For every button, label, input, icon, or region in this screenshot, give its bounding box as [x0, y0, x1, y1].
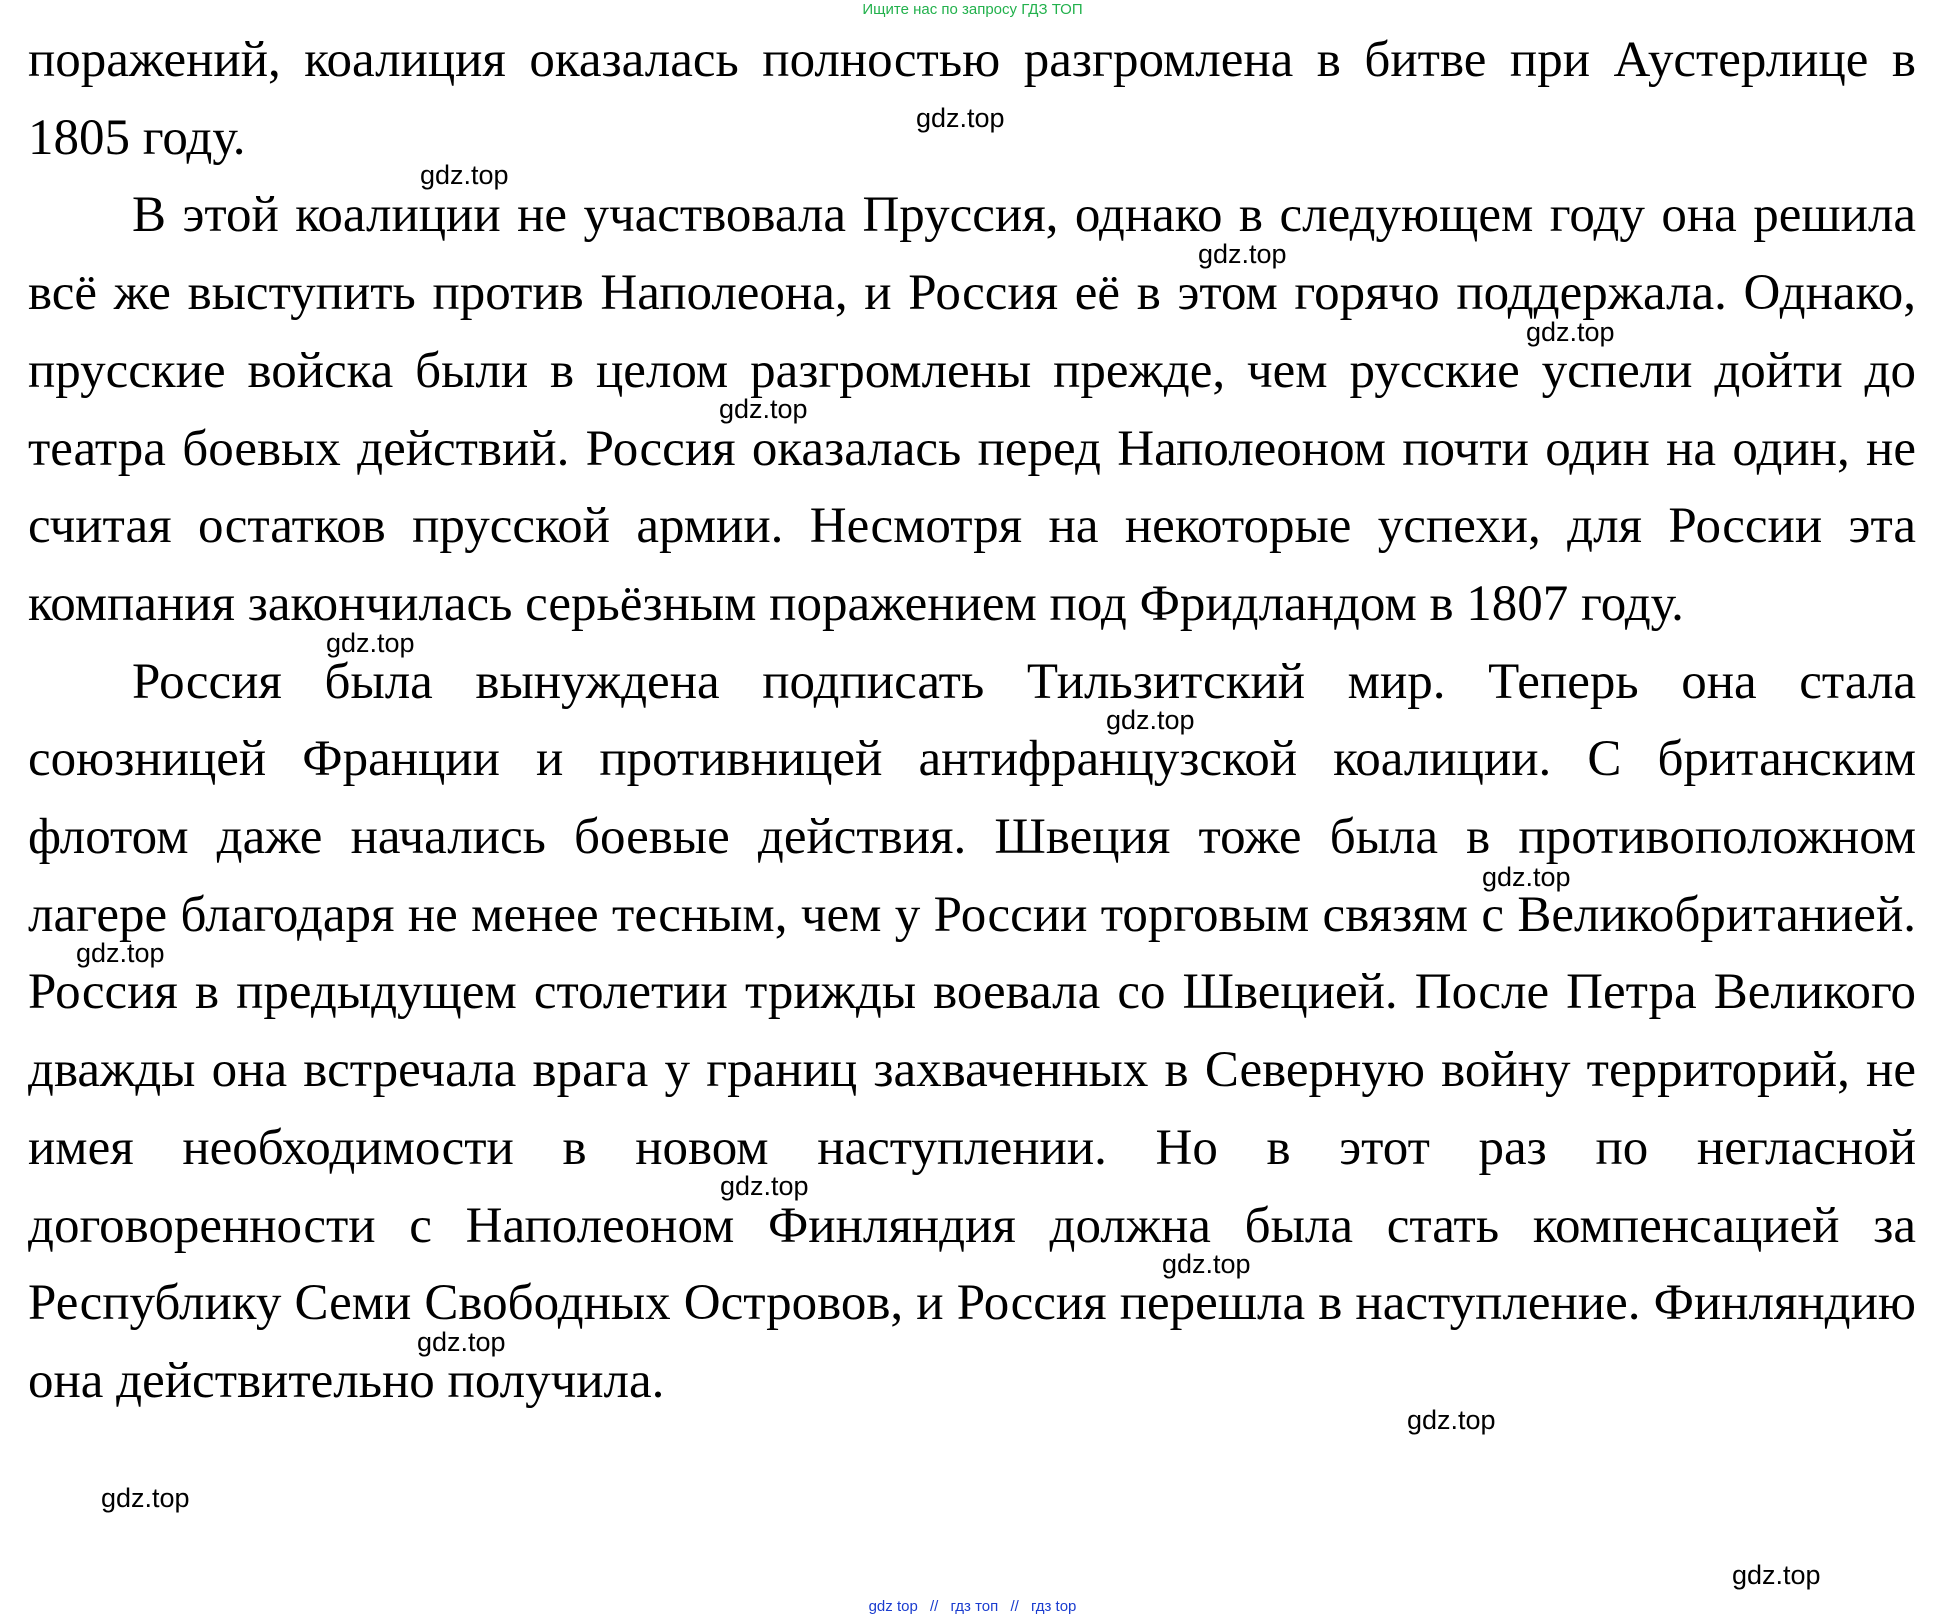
watermark: gdz.top — [1198, 239, 1287, 269]
document-text — [28, 22, 1916, 1421]
footer-links — [0, 1598, 1945, 1616]
footer-link-gdz-top[interactable]: gdz top — [868, 1598, 918, 1615]
footer-link-gdz-top-ru[interactable]: гдз топ — [950, 1598, 999, 1615]
paragraph: Россия была вынуждена подписать Тильзитский мир. Теперь она стала союзницей Франции и противницей антифранцузской коалиции. С британским флотом даже начались боевые действия. Швеция тоже была в противоположном лагере благодаря не менее тесным, чем у России торговым связям с Великобританией. Россия в предыдущем столетии трижды воевала со Швецией. После Петра Великого дважды она встречала врага у границ захваченных в Северную войну территорий, не имея необходимости в новом наступлении. Но в этот раз по негласной договоренности с Наполеоном Финляндия должна была стать компенсацией за Республику Семи Свободных Островов, и Россия перешла в наступление. Финляндию она действительно получила. — [28, 653, 1916, 1409]
watermark: gdz.top — [1407, 1405, 1496, 1435]
watermark: gdz.top — [1162, 1249, 1251, 1279]
watermark: gdz.top — [326, 628, 415, 658]
footer-separator: // — [929, 1598, 939, 1615]
watermark: gdz.top — [76, 938, 165, 968]
watermark: gdz.top — [720, 1171, 809, 1201]
watermark: gdz.top — [1482, 862, 1571, 892]
watermark: gdz.top — [417, 1327, 506, 1357]
footer-link-gdz-top-mixed[interactable]: гдз top — [1030, 1598, 1077, 1615]
watermark: gdz.top — [719, 394, 808, 424]
paragraph: В этой коалиции не участвовала Пруссия, однако в следующем году она решила всё же выступить против Наполеона, и Россия её в этом горячо поддержала. Однако, прусские войска были в целом разгромлены прежде, чем русские успели дойти до театра боевых действий. Россия оказалась перед Наполеоном почти один на один, не считая остатков прусской армии. Несмотря на некоторые успехи, для России эта компания закончилась серьёзным поражением под Фридландом в 1807 году. — [28, 187, 1916, 632]
watermark: gdz.top — [916, 103, 1005, 133]
search-hint-link[interactable]: Ищите нас по запросу ГДЗ ТОП — [862, 1, 1083, 18]
watermark: gdz.top — [420, 160, 509, 190]
watermark: gdz.top — [1106, 705, 1195, 735]
watermark: gdz.top — [101, 1483, 190, 1513]
footer-separator: // — [1010, 1598, 1019, 1615]
paragraph: поражений, коалиция оказалась полностью разгромлена в битве при Аустерлице в 1805 году. — [28, 32, 1916, 166]
watermark: gdz.top — [1526, 317, 1615, 347]
watermark: gdz.top — [1732, 1560, 1821, 1590]
